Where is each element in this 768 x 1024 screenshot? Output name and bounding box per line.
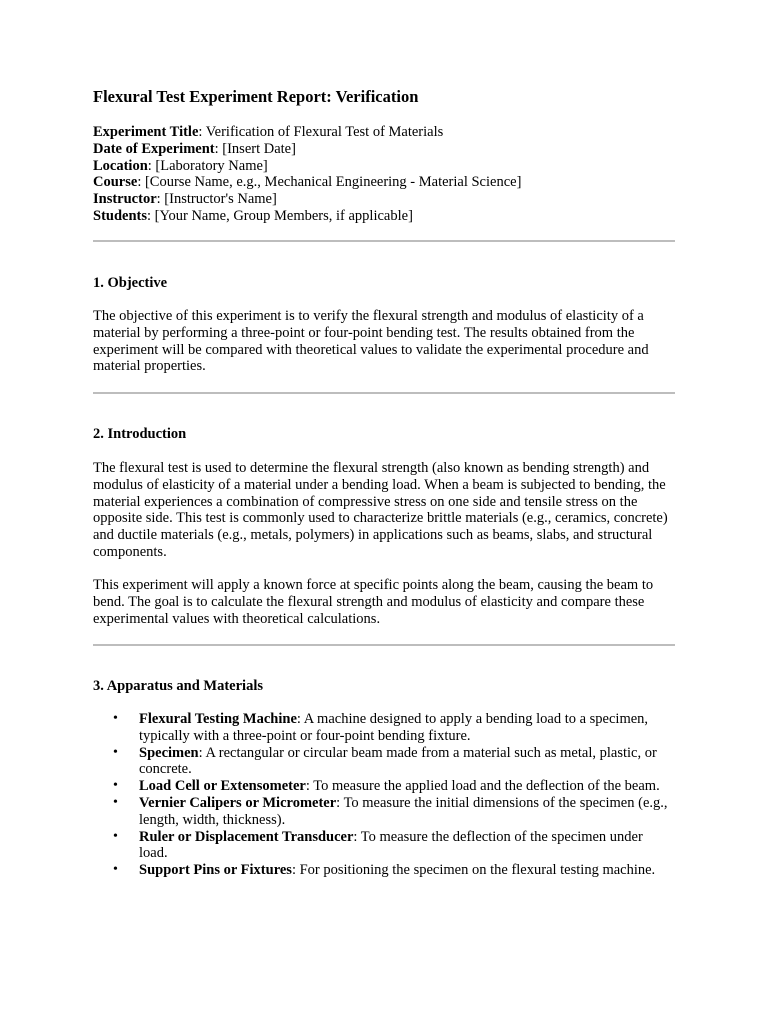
- item-name: Load Cell or Extensometer: [139, 778, 306, 795]
- meta-label: Course: [93, 174, 138, 191]
- meta-students: [93, 208, 675, 225]
- item-name: Flexural Testing Machine: [139, 711, 297, 727]
- experiment-metadata: [93, 124, 675, 225]
- horizontal-rule: [93, 392, 675, 394]
- item-name: Support Pins or Fixtures: [139, 862, 292, 879]
- bullet-icon: •: [113, 794, 118, 810]
- meta-value: : [Laboratory Name]: [147, 157, 268, 174]
- section-heading-apparatus: 3. Apparatus and Materials: [93, 678, 263, 694]
- list-item: [93, 778, 675, 795]
- meta-experiment-title: [93, 124, 675, 141]
- item-name: Ruler or Displacement Transducer: [139, 828, 354, 845]
- meta-value: : [Course Name, e.g., Mechanical Engineering - Material Science]: [137, 174, 522, 191]
- meta-label: Experiment Title: [93, 124, 199, 140]
- meta-value: : [Insert Date]: [214, 140, 296, 157]
- meta-label: Students: [93, 207, 147, 224]
- introduction-paragraph-2: This experiment will apply a known force at specific points along the beam, causing the beam to bend. The goal is to calculate the flexural strength and modulus of elasticity and compare these experimental values with theoretical calculations.: [93, 577, 654, 627]
- list-item: [93, 745, 675, 779]
- section-heading-objective: 1. Objective: [93, 275, 168, 291]
- apparatus-list: [93, 711, 675, 879]
- meta-instructor: [93, 191, 675, 208]
- bullet-icon: •: [113, 744, 118, 760]
- item-name: Specimen: [139, 744, 199, 761]
- item-description: : To measure the applied load and the deflection of the beam.: [305, 778, 660, 795]
- list-item: [93, 862, 675, 879]
- introduction-paragraph-1: The flexural test is used to determine the flexural strength (also known as bending strength) and modulus of elasticity of a material under a bending load. When a beam is subjected to bending, the material experiences a combination of compressive stress on one side and tensile stress on the opposite side. This test is commonly used to characterize brittle materials (e.g., ceramics, concrete) and ductile materials (e.g., metals, polymers) in applications such as beams, slabs, and structural components.: [93, 460, 668, 560]
- item-name: Vernier Calipers or Micrometer: [139, 794, 337, 811]
- meta-location: [93, 158, 675, 175]
- item-description: : A rectangular or circular beam made from a material such as metal, plastic, or concrete.: [139, 744, 657, 778]
- section-heading-introduction: 2. Introduction: [93, 426, 187, 442]
- list-item: [93, 795, 675, 829]
- meta-label: Location: [93, 157, 148, 174]
- meta-course: [93, 174, 675, 191]
- meta-value: : [Your Name, Group Members, if applicable]: [147, 207, 413, 224]
- objective-paragraph: The objective of this experiment is to verify the flexural strength and modulus of elasticity of a material by performing a three-point or four-point bending test. The results obtained from the experiment will be compared with theoretical values to validate the experimental procedure and material properties.: [93, 308, 649, 375]
- item-description: : To measure the deflection of the specimen under load.: [139, 828, 643, 862]
- meta-value: : Verification of Flexural Test of Materials: [198, 124, 444, 140]
- item-description: : To measure the initial dimensions of the specimen (e.g., length, width, thickness).: [139, 794, 668, 828]
- bullet-icon: •: [113, 828, 118, 844]
- horizontal-rule: [93, 240, 675, 242]
- meta-label: Date of Experiment: [93, 140, 215, 157]
- bullet-icon: •: [113, 778, 118, 794]
- list-item: [93, 711, 675, 745]
- list-item: [93, 829, 675, 863]
- horizontal-rule: [93, 644, 675, 646]
- meta-label: Instructor: [93, 191, 157, 208]
- meta-date: [93, 141, 675, 158]
- document-title: Flexural Test Experiment Report: Verification: [93, 87, 419, 106]
- bullet-icon: •: [113, 862, 118, 878]
- bullet-icon: •: [113, 711, 118, 726]
- item-description: : A machine designed to apply a bending load to a specimen, typically with a three-point or four-point bending fixture.: [139, 711, 649, 744]
- item-description: : For positioning the specimen on the flexural testing machine.: [291, 862, 656, 879]
- meta-value: : [Instructor's Name]: [156, 191, 277, 208]
